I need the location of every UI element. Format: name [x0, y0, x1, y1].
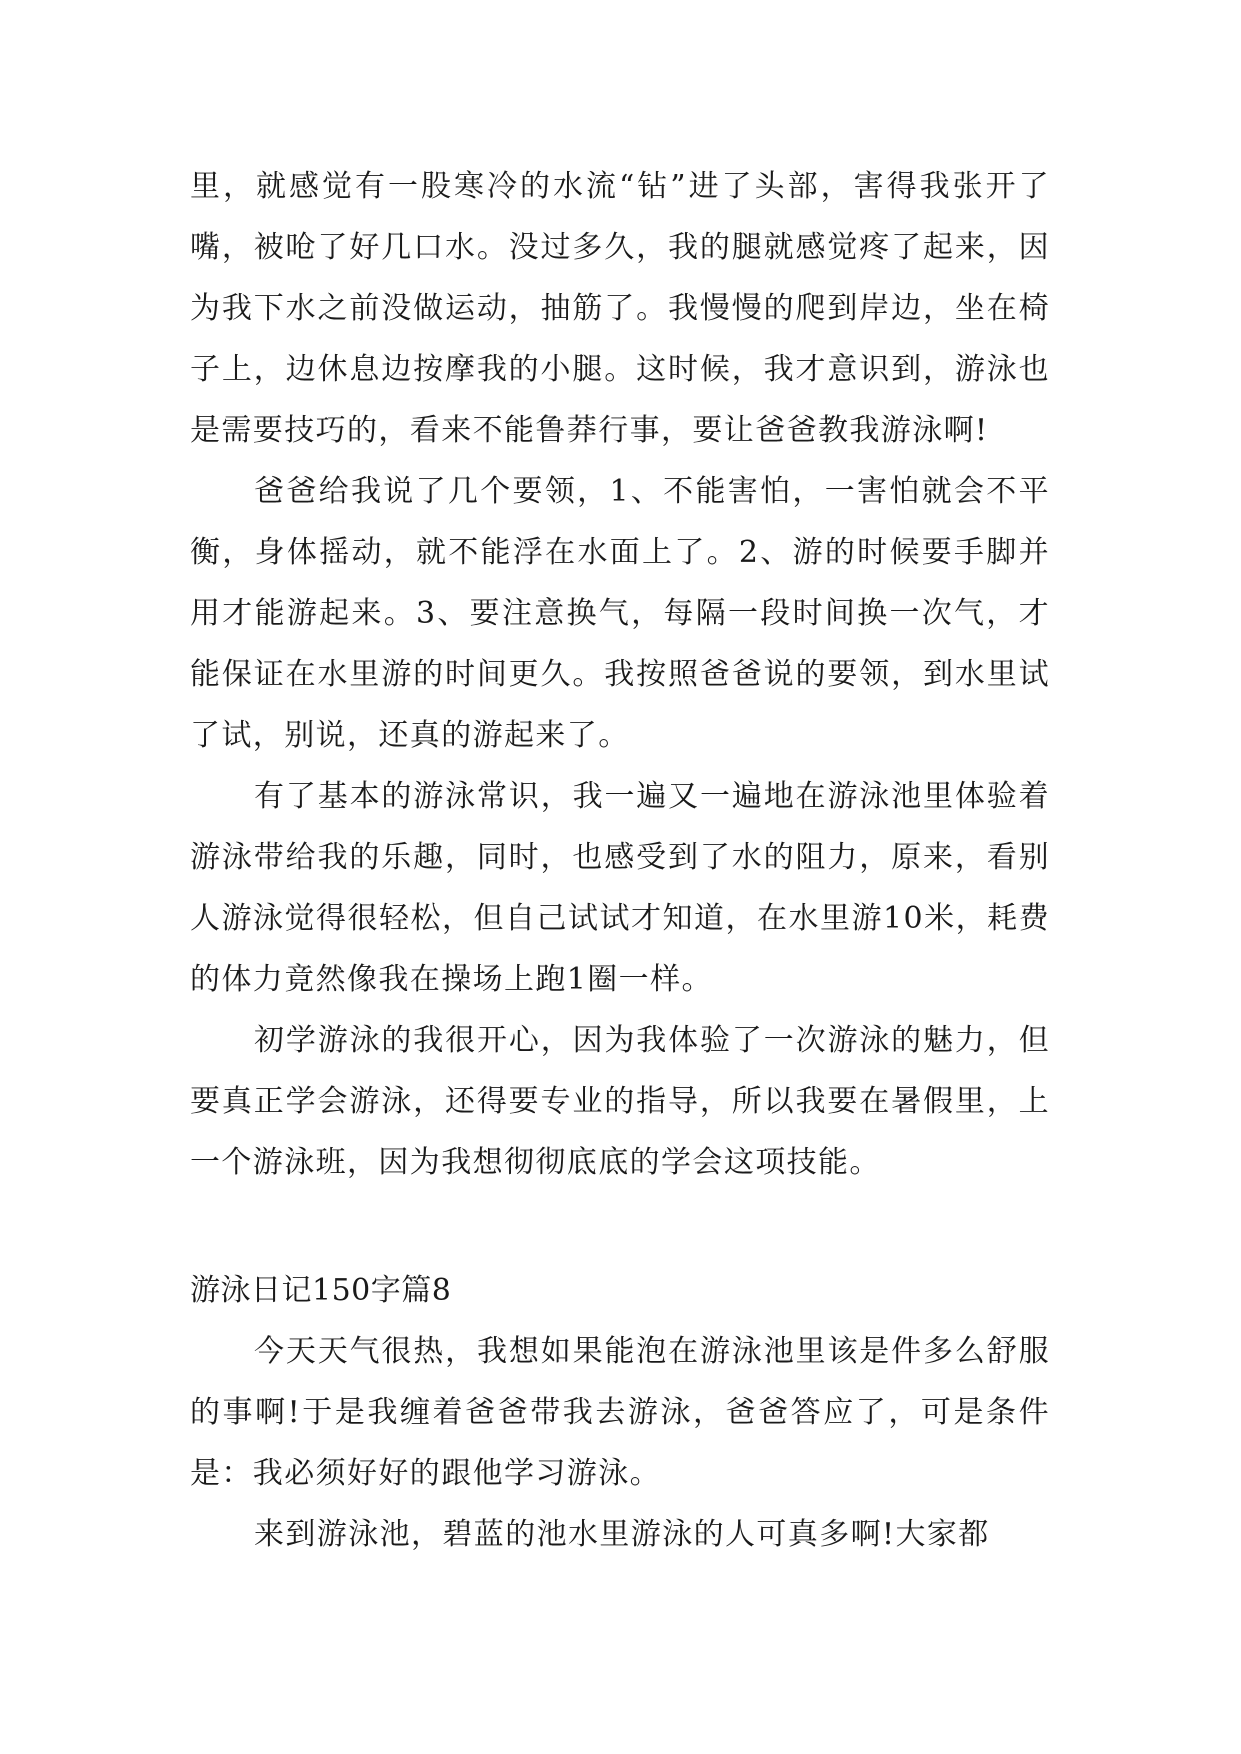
paragraph-5: 今天天气很热，我想如果能泡在游泳池里该是件多么舒服的事啊!于是我缠着爸爸带我去游泳，爸爸答应了，可是条件是：我必须好好的跟他学习游泳。 [190, 1334, 1050, 1491]
paragraph-3: 有了基本的游泳常识，我一遍又一遍地在游泳池里体验着游泳带给我的乐趣，同时，也感受到了水的阻力，原来，看别人游泳觉得很轻松，但自己试试才知道，在水里游10米，耗费的体力竟然像我在操场上跑1圈一样。 [190, 779, 1050, 997]
section-title: 游泳日记150字篇8 [190, 1273, 452, 1308]
paragraph-4: 初学游泳的我很开心，因为我体验了一次游泳的魅力，但要真正学会游泳，还得要专业的指导，所以我要在暑假里，上一个游泳班，因为我想彻彻底底的学会这项技能。 [190, 1023, 1050, 1180]
document-body [190, 156, 1050, 1565]
paragraph-2: 爸爸给我说了几个要领，1、不能害怕，一害怕就会不平衡，身体摇动，就不能浮在水面上了。2、游的时候要手脚并用才能游起来。3、要注意换气，每隔一段时间换一次气，才能保证在水里游的时间更久。我按照爸爸说的要领，到水里试了试，别说，还真的游起来了。 [190, 474, 1050, 753]
paragraph-6: 来到游泳池，碧蓝的池水里游泳的人可真多啊!大家都 [254, 1517, 990, 1552]
paragraph-1: 里，就感觉有一股寒冷的水流“钻”进了头部，害得我张开了嘴，被呛了好几口水。没过多久，我的腿就感觉疼了起来，因为我下水之前没做运动，抽筋了。我慢慢的爬到岸边，坐在椅子上，边休息边按摩我的小腿。这时候，我才意识到，游泳也是需要技巧的，看来不能鲁莽行事，要让爸爸教我游泳啊! [190, 169, 1050, 448]
